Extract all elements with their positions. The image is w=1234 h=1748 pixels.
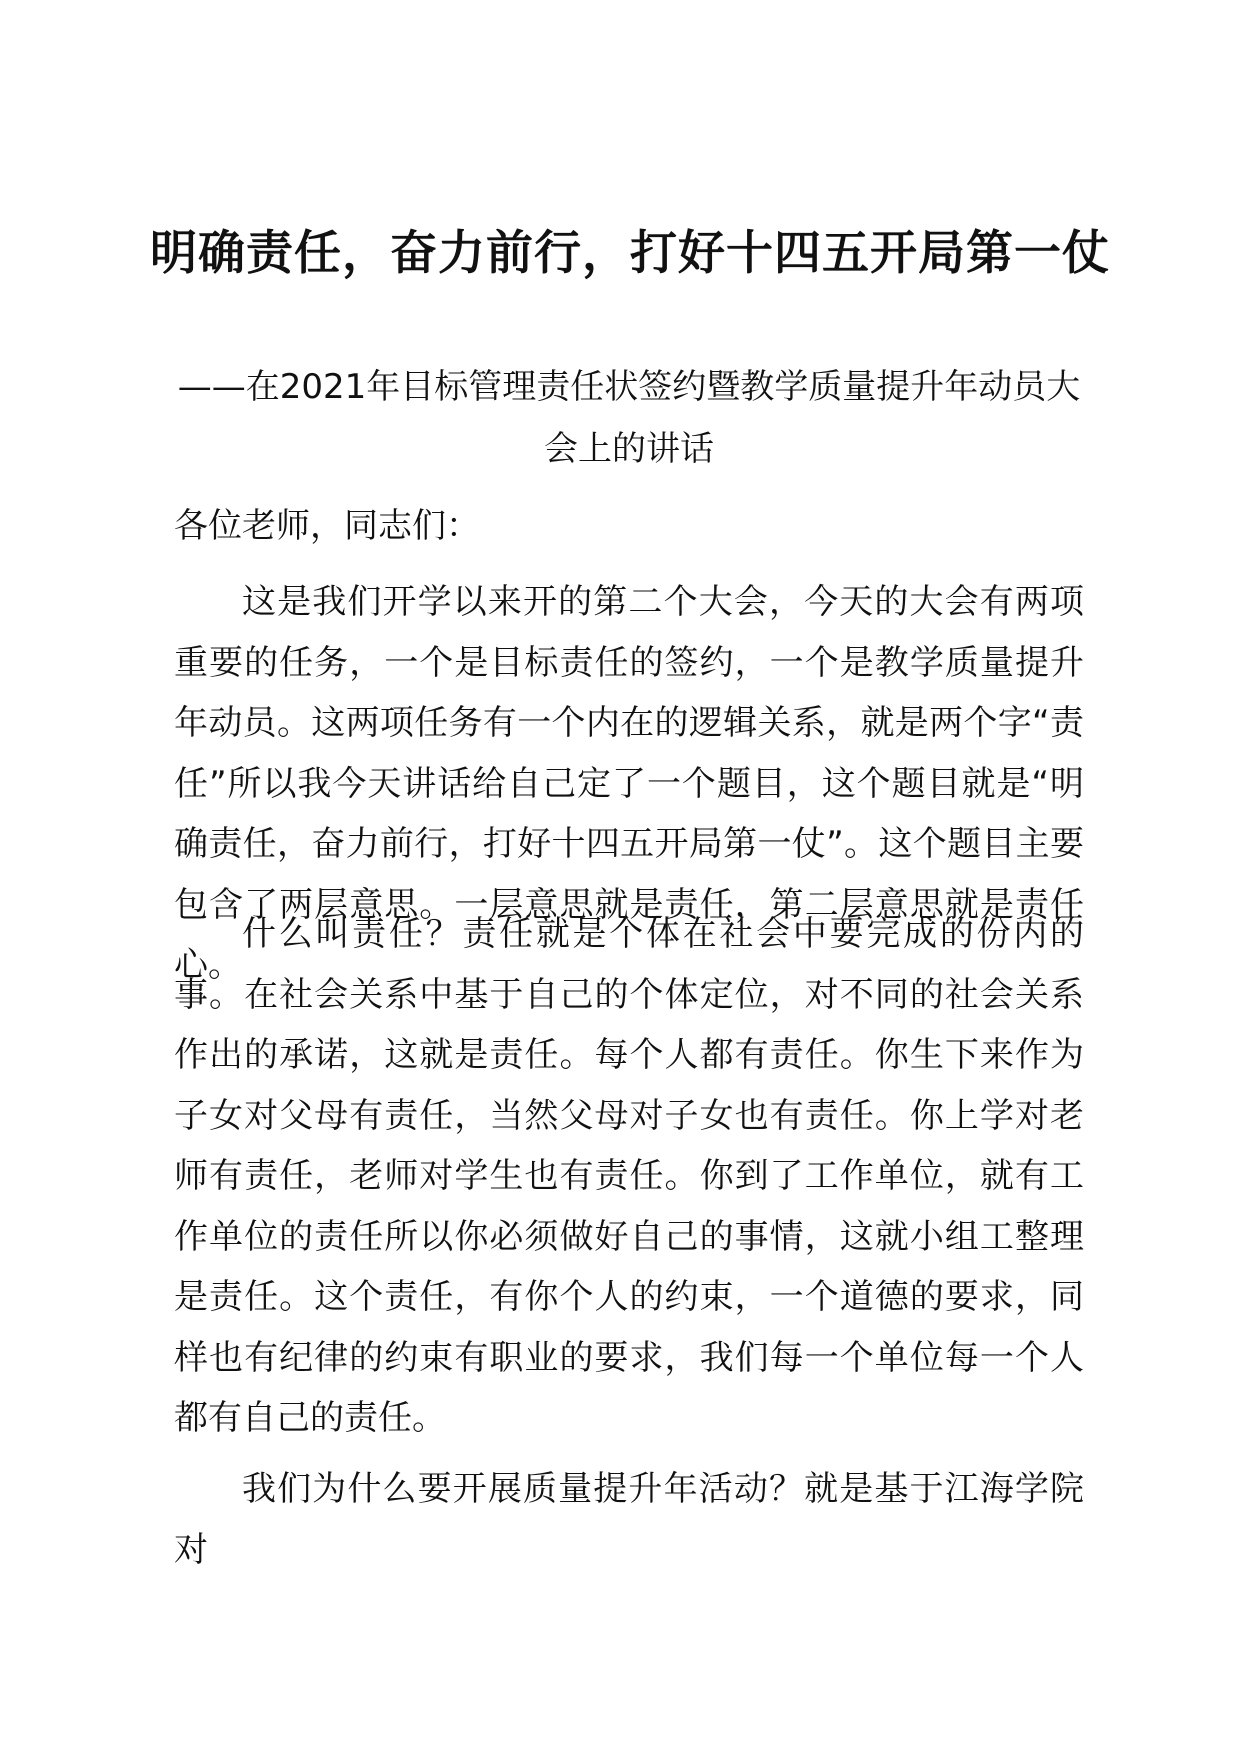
greeting: 各位老师，同志们： — [174, 506, 480, 546]
paragraph-2: 什么叫责任？责任就是个体在社会中要完成的份内的事。在社会关系中基于自己的个体定位，对不同的社会关系作出的承诺，这就是责任。每个人都有责任。你生下来作为子女对父母有责任，当然父母对子女也有责任。你上学对老师有责任，老师对学生也有责任。你到了工作单位，就有工作单位的责任所以你必须做好自己的事情，这就小组工整理是责任。这个责任，有你个人的约束，一个道德的要求，同样也有纪律的约束有职业的要求，我们每一个单位每一个人都有自己的责任。 — [174, 914, 1084, 1438]
document-title: 明确责任，奋力前行，打好十四五开局第一仗 — [150, 226, 1110, 281]
document-subtitle: ——在2021年目标管理责任状签约暨教学质量提升年动员大会上的讲话 — [177, 367, 1081, 469]
paragraph-1: 这是我们开学以来开的第二个大会，今天的大会有两项重要的任务，一个是目标责任的签约，一个是教学质量提升年动员。这两项任务有一个内在的逻辑关系，就是两个字“责任”所以我今天讲话给自己定了一个题目，这个题目就是“明确责任，奋力前行，打好十四五开局第一仗”。这个题目主要包含了两层意思。一层意思就是责任，第二层意思就是责任心。 — [174, 582, 1084, 985]
paragraph-3: 我们为什么要开展质量提升年活动？就是基于江海学院对 — [174, 1469, 1084, 1570]
